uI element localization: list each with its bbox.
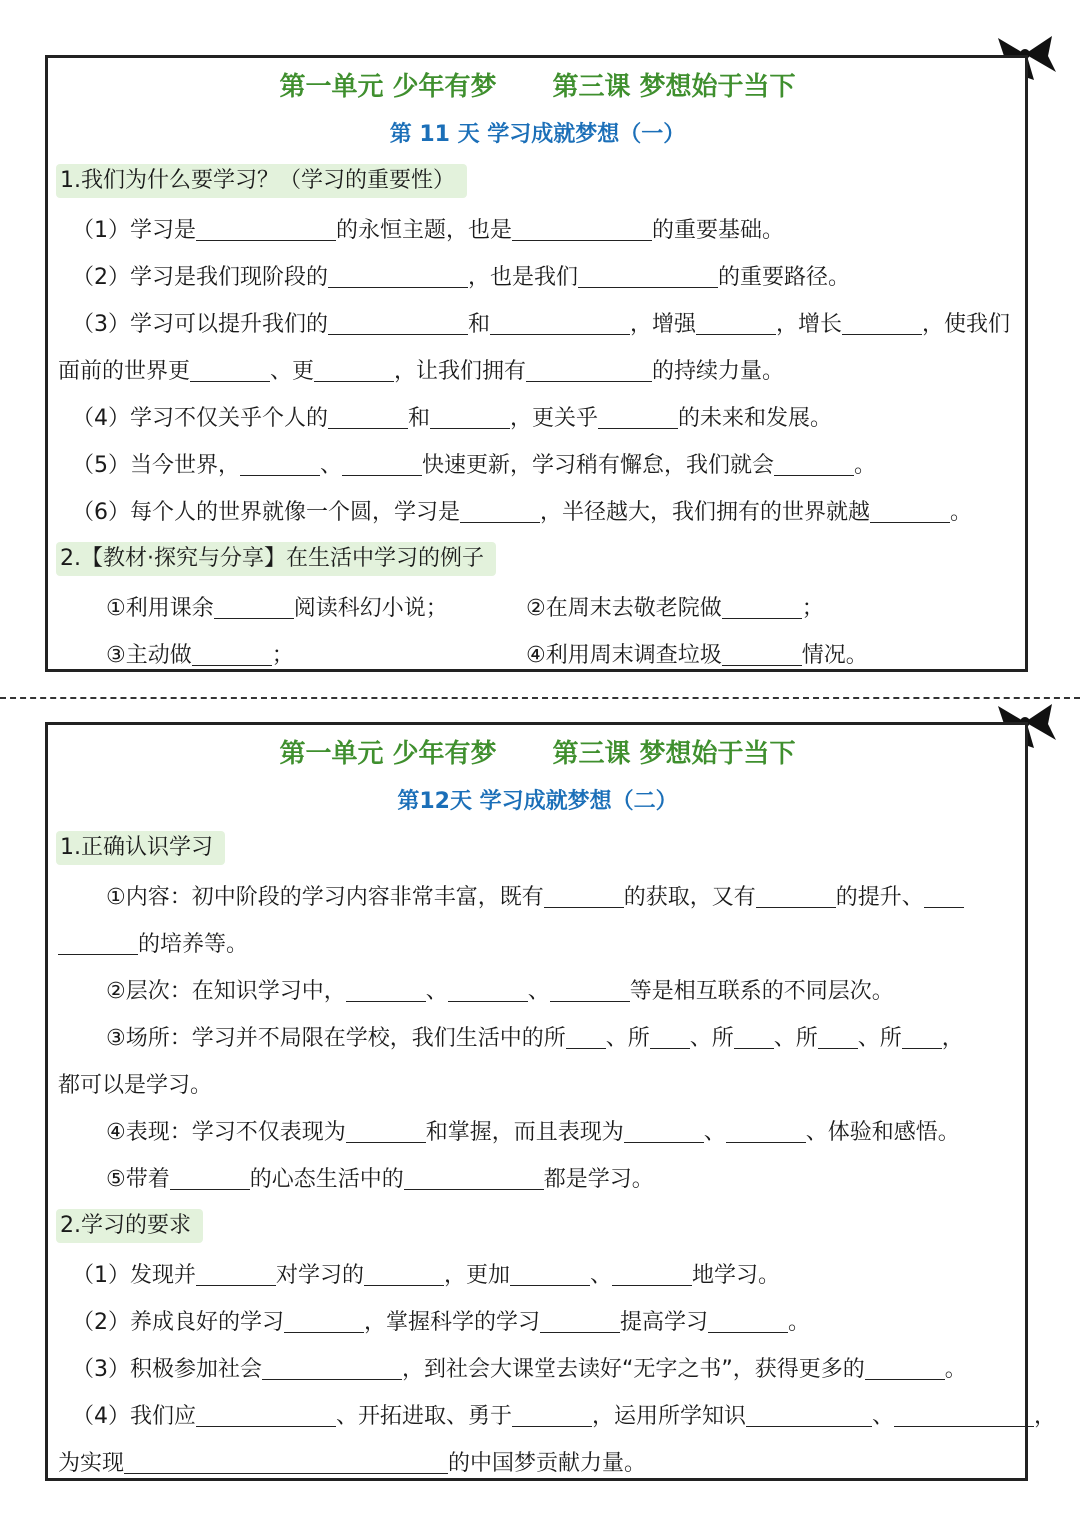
unit-title: 第一单元 少年有梦: [279, 72, 497, 102]
answer-blank[interactable]: [430, 406, 510, 429]
question-line: [58, 1308, 1017, 1338]
text-segment: ②在周末去敬老院做: [526, 596, 722, 621]
section-heading: [56, 831, 1017, 865]
answer-blank[interactable]: [650, 1026, 690, 1049]
text-segment: 、体验和感悟。: [805, 1120, 960, 1145]
answer-blank[interactable]: [404, 1167, 544, 1190]
question-line: [58, 1024, 1017, 1054]
text-segment: ④表现：学习不仅表现为: [106, 1120, 346, 1145]
text-segment: 的未来和发展。: [678, 406, 833, 431]
answer-blank[interactable]: [526, 359, 652, 382]
text-segment: ，增强: [630, 312, 697, 337]
answer-blank[interactable]: [550, 979, 630, 1002]
text-segment: 都是学习。: [543, 1167, 654, 1192]
text-segment: 的培养等。: [138, 932, 249, 957]
text-segment: ⑤带着: [106, 1167, 170, 1192]
text-segment: 快速更新，学习稍有懈怠，我们就会: [422, 453, 775, 478]
answer-blank[interactable]: [346, 1120, 426, 1143]
text-segment: （5）当今世界，: [72, 453, 240, 478]
text-segment: 为实现: [58, 1451, 125, 1476]
lesson-title: 第三课 梦想始于当下: [552, 72, 796, 102]
text-segment: 的中国梦贡献力量。: [448, 1451, 647, 1476]
text-segment: 1.正确认识学习: [56, 831, 225, 865]
text-segment: （1）发现并: [72, 1263, 196, 1288]
question-line: [58, 930, 1017, 960]
text-segment: 的心态生活中的: [249, 1167, 404, 1192]
text-segment: 、所: [857, 1026, 902, 1051]
answer-blank[interactable]: [192, 643, 272, 666]
answer-blank[interactable]: [512, 218, 652, 241]
question-line: [58, 263, 1017, 293]
text-segment: 面前的世界更: [58, 359, 191, 384]
answer-blank[interactable]: [364, 1263, 444, 1286]
text-segment: （4）我们应: [72, 1404, 196, 1429]
question-line: [58, 883, 1017, 913]
worksheet-card-day12: [45, 722, 1057, 1481]
answer-blank[interactable]: [722, 643, 802, 666]
answer-blank[interactable]: [240, 453, 320, 476]
text-segment: ，掌握科学的学习: [364, 1310, 541, 1335]
answer-blank[interactable]: [314, 359, 394, 382]
answer-blank[interactable]: [544, 885, 624, 908]
text-segment: ③场所：学习并不局限在学校，我们生活中的所: [106, 1026, 566, 1051]
text-segment: 对学习的: [276, 1263, 365, 1288]
text-segment: ，到社会大课堂去读好“无字之书”，获得更多的: [402, 1357, 865, 1382]
text-segment: 都可以是学习。: [58, 1073, 213, 1098]
text-segment: 、: [703, 1120, 726, 1145]
text-segment: 提高学习: [620, 1310, 709, 1335]
question-line: [58, 451, 1017, 481]
answer-blank[interactable]: [894, 1404, 1034, 1427]
section-heading: [56, 542, 1017, 576]
answer-blank[interactable]: [842, 312, 922, 335]
answer-blank[interactable]: [756, 885, 836, 908]
card-subtitle: 第12天 学习成就梦想（二）: [397, 789, 678, 814]
answer-blank[interactable]: [328, 406, 408, 429]
answer-blank[interactable]: [214, 596, 294, 619]
text-segment: ，: [1034, 1404, 1057, 1429]
answer-blank[interactable]: [774, 453, 854, 476]
text-segment: 、所: [773, 1026, 818, 1051]
card-title: [58, 739, 1017, 769]
answer-blank[interactable]: [490, 312, 630, 335]
answer-blank[interactable]: [124, 1451, 448, 1474]
text-segment: 、: [425, 979, 448, 1004]
question-line: [58, 357, 1017, 387]
text-segment: 2.【教材·探究与分享】在生活中学习的例子: [56, 542, 496, 576]
text-segment: 和: [408, 406, 431, 431]
worksheet-card-day11: [45, 55, 1028, 672]
text-segment: 、: [527, 979, 550, 1004]
answer-blank[interactable]: [448, 979, 528, 1002]
answer-blank[interactable]: [566, 1026, 606, 1049]
card-subtitle: 第 11 天 学习成就梦想（一）: [389, 122, 686, 147]
text-segment: （2）学习是我们现阶段的: [72, 265, 328, 290]
answer-blank[interactable]: [734, 1026, 774, 1049]
answer-blank[interactable]: [196, 218, 336, 241]
question-line: [58, 1071, 1017, 1101]
text-segment: 的提升、: [835, 885, 924, 910]
text-segment: （3）积极参加社会: [72, 1357, 262, 1382]
answer-blank[interactable]: [328, 265, 468, 288]
text-segment: （2）养成良好的学习: [72, 1310, 284, 1335]
text-segment: ，运用所学知识: [592, 1404, 747, 1429]
answer-blank[interactable]: [510, 1263, 590, 1286]
text-segment: ，让我们拥有: [394, 359, 527, 384]
text-segment: ；: [271, 643, 294, 668]
text-segment: 的重要基础。: [652, 218, 785, 243]
answer-blank[interactable]: [924, 885, 964, 908]
text-segment: ，也是我们: [468, 265, 579, 290]
answer-blank[interactable]: [624, 1120, 704, 1143]
dashed-divider: [0, 697, 1080, 699]
text-segment: 、: [872, 1404, 895, 1429]
text-segment: 的持续力量。: [652, 359, 785, 384]
text-segment: 阅读科幻小说；: [293, 596, 448, 621]
answer-blank[interactable]: [818, 1026, 858, 1049]
answer-blank[interactable]: [870, 500, 950, 523]
text-segment: （3）学习可以提升我们的: [72, 312, 328, 337]
question-line: [58, 1449, 1017, 1479]
question-line: [58, 216, 1017, 246]
answer-blank[interactable]: [696, 312, 776, 335]
text-segment: 。: [788, 1310, 811, 1335]
answer-blank[interactable]: [902, 1026, 942, 1049]
text-segment: 、更: [270, 359, 315, 384]
answer-blank[interactable]: [726, 1120, 806, 1143]
answer-blank[interactable]: [460, 500, 540, 523]
answer-blank[interactable]: [196, 1404, 336, 1427]
answer-blank[interactable]: [170, 1167, 250, 1190]
text-segment: 2.学习的要求: [56, 1209, 203, 1243]
question-line: [58, 1355, 1017, 1385]
text-segment: ③主动做: [106, 643, 192, 668]
answer-blank[interactable]: [342, 453, 422, 476]
text-segment: 、: [590, 1263, 613, 1288]
answer-blank[interactable]: [262, 1357, 402, 1380]
answer-blank[interactable]: [722, 596, 802, 619]
text-segment: 。: [950, 500, 973, 525]
text-segment: ①内容：初中阶段的学习内容非常丰富，既有: [106, 885, 544, 910]
answer-blank[interactable]: [58, 932, 138, 955]
text-segment: 、所: [689, 1026, 734, 1051]
answer-blank[interactable]: [196, 1263, 276, 1286]
answer-blank[interactable]: [598, 406, 678, 429]
text-segment: ①利用课余: [106, 596, 214, 621]
text-segment: 和掌握，而且表现为: [425, 1120, 624, 1145]
text-segment: 、所: [605, 1026, 650, 1051]
text-segment: （4）学习不仅关乎个人的: [72, 406, 328, 431]
answer-blank[interactable]: [578, 265, 718, 288]
text-segment: ，: [941, 1026, 964, 1051]
question-line: [58, 404, 1017, 434]
example-right-column: [526, 641, 868, 671]
example-right-column: [526, 594, 824, 624]
answer-blank[interactable]: [708, 1310, 788, 1333]
example-line: [58, 594, 1017, 624]
text-segment: 、开拓进取、勇于: [336, 1404, 513, 1429]
section-heading: [56, 1209, 1017, 1243]
text-segment: 、: [320, 453, 343, 478]
question-line: [58, 1402, 1057, 1432]
answer-blank[interactable]: [865, 1357, 945, 1380]
text-segment: 地学习。: [692, 1263, 781, 1288]
text-segment: ④利用周末调查垃圾: [526, 643, 722, 668]
text-segment: 等是相互联系的不同层次。: [629, 979, 894, 1004]
text-segment: 的获取，又有: [623, 885, 756, 910]
answer-blank[interactable]: [346, 979, 426, 1002]
answer-blank[interactable]: [612, 1263, 692, 1286]
text-segment: 的重要路径。: [718, 265, 851, 290]
question-line: [58, 1261, 1017, 1291]
text-segment: ，使我们: [922, 312, 1011, 337]
answer-blank[interactable]: [540, 1310, 620, 1333]
example-line: [58, 641, 1017, 671]
text-segment: ；: [801, 596, 824, 621]
lesson-title: 第三课 梦想始于当下: [552, 739, 796, 769]
text-segment: （6）每个人的世界就像一个圆，学习是: [72, 500, 460, 525]
question-line: [58, 977, 1017, 1007]
question-line: [58, 498, 1017, 528]
question-line: [58, 310, 1017, 340]
unit-title: 第一单元 少年有梦: [279, 739, 497, 769]
text-segment: ，半径越大，我们拥有的世界就越: [540, 500, 871, 525]
answer-blank[interactable]: [746, 1404, 872, 1427]
text-segment: ，更加: [444, 1263, 511, 1288]
text-segment: 情况。: [801, 643, 868, 668]
section-heading: [56, 164, 1017, 198]
card-title: [58, 72, 1017, 102]
text-segment: ，更关乎: [510, 406, 599, 431]
text-segment: ②层次：在知识学习中，: [106, 979, 346, 1004]
answer-blank[interactable]: [512, 1404, 592, 1427]
answer-blank[interactable]: [284, 1310, 364, 1333]
question-line: [58, 1165, 1017, 1195]
text-segment: （1）学习是: [72, 218, 196, 243]
answer-blank[interactable]: [190, 359, 270, 382]
text-segment: 1.我们为什么要学习？（学习的重要性）: [56, 164, 467, 198]
question-line: [58, 1118, 1017, 1148]
text-segment: 的永恒主题，也是: [336, 218, 513, 243]
answer-blank[interactable]: [328, 312, 468, 335]
text-segment: 。: [854, 453, 877, 478]
text-segment: 。: [944, 1357, 967, 1382]
text-segment: ，增长: [776, 312, 843, 337]
text-segment: 和: [468, 312, 491, 337]
